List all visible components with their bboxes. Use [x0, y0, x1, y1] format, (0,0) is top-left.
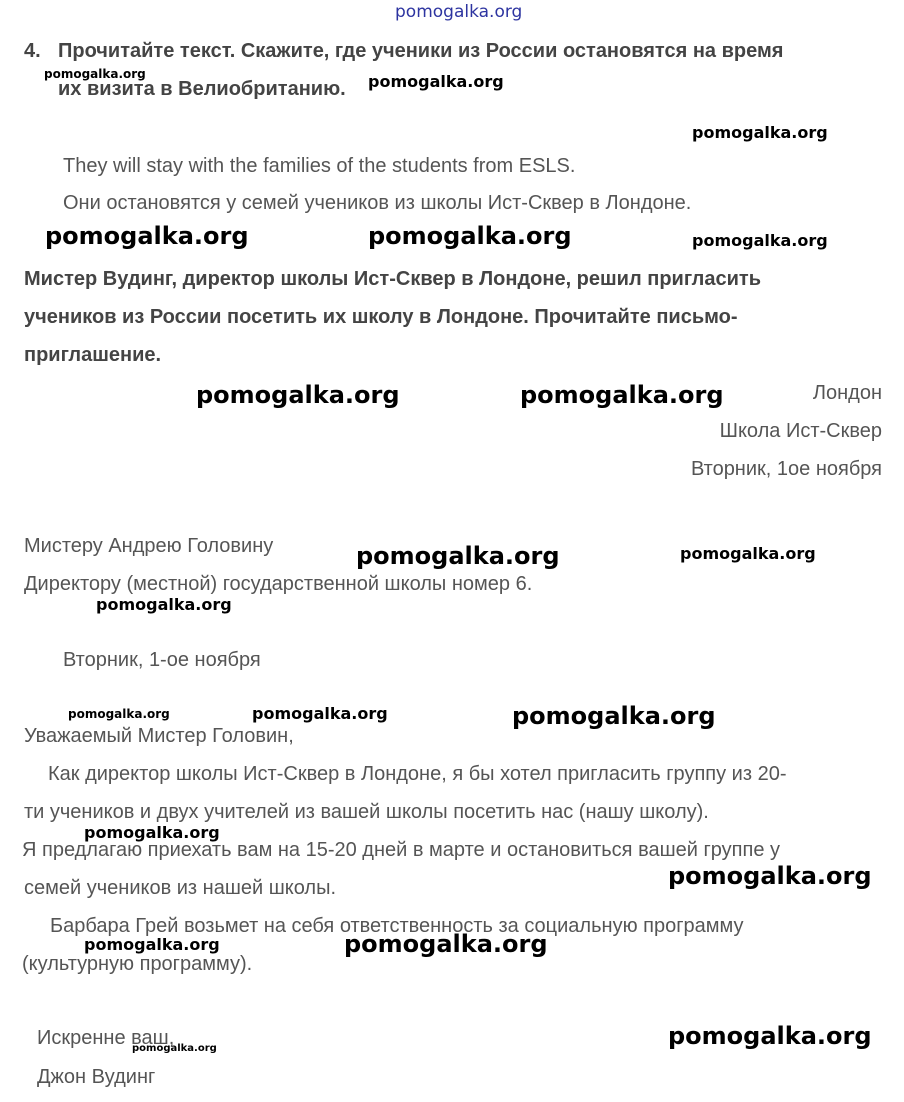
- watermark: pomogalka.org: [680, 544, 816, 563]
- address-school: Школа Ист-Сквер: [719, 420, 882, 442]
- watermark: pomogalka.org: [68, 707, 170, 721]
- watermark: pomogalka.org: [668, 862, 872, 890]
- task-question-line2: их визита в Велиобританию.: [58, 78, 346, 100]
- watermark: pomogalka.org: [668, 1022, 872, 1050]
- letter-p2-line2: (культурную программу).: [22, 953, 253, 975]
- watermark-top: pomogalka.org: [395, 2, 523, 22]
- address-city: Лондон: [812, 382, 882, 404]
- watermark: pomogalka.org: [196, 381, 400, 409]
- watermark: pomogalka.org: [692, 123, 828, 142]
- letter-p1-line3: Я предлагаю приехать вам на 15-20 дней в марте и остановиться вашей группе у: [22, 839, 781, 861]
- letter-p1-line2: ти учеников и двух учителей из вашей школы посетить нас (нашу школу).: [24, 801, 709, 823]
- watermark: pomogalka.org: [368, 72, 504, 91]
- watermark: pomogalka.org: [344, 930, 548, 958]
- watermark: pomogalka.org: [520, 381, 724, 409]
- letter-closing: Искренне ваш,: [37, 1027, 175, 1049]
- watermark: pomogalka.org: [368, 222, 572, 250]
- watermark: pomogalka.org: [252, 704, 388, 723]
- watermark: pomogalka.org: [512, 702, 716, 730]
- watermark: pomogalka.org: [45, 222, 249, 250]
- intro-line2: учеников из России посетить их школу в Лондоне. Прочитайте письмо-: [24, 306, 738, 328]
- watermark: pomogalka.org: [44, 67, 146, 81]
- recipient-title: Директору (местной) государственной школы номер 6.: [24, 573, 533, 595]
- watermark: pomogalka.org: [84, 823, 220, 842]
- intro-line3: приглашение.: [24, 344, 162, 366]
- watermark: pomogalka.org: [84, 935, 220, 954]
- answer-russian: Они остановятся у семей учеников из школы Ист-Сквер в Лондоне.: [63, 192, 692, 214]
- watermark: pomogalka.org: [356, 542, 560, 570]
- address-date: Вторник, 1ое ноября: [690, 458, 882, 480]
- task-number: 4.: [24, 40, 41, 62]
- answer-english: They will stay with the families of the students from ESLS.: [63, 155, 576, 177]
- letter-date: Вторник, 1-ое ноября: [63, 649, 261, 671]
- watermark: pomogalka.org: [692, 231, 828, 250]
- letter-p1-line1: Как директор школы Ист-Сквер в Лондоне, я бы хотел пригласить группу из 20-: [48, 763, 787, 785]
- watermark: pomogalka.org: [96, 595, 232, 614]
- letter-greeting: Уважаемый Мистер Головин,: [24, 725, 294, 747]
- recipient-name: Мистеру Андрею Головину: [24, 535, 274, 557]
- letter-signature: Джон Вудинг: [37, 1066, 156, 1088]
- letter-p2-line1: Барбара Грей возьмет на себя ответственность за социальную программу: [50, 915, 744, 937]
- task-question-line1: Прочитайте текст. Скажите, где ученики из России остановятся на время: [58, 40, 784, 62]
- letter-p1-line4: семей учеников из нашей школы.: [24, 877, 337, 899]
- watermark: pomogalka.org: [132, 1043, 217, 1054]
- intro-line1: Мистер Вудинг, директор школы Ист-Сквер в Лондоне, решил пригласить: [24, 268, 762, 290]
